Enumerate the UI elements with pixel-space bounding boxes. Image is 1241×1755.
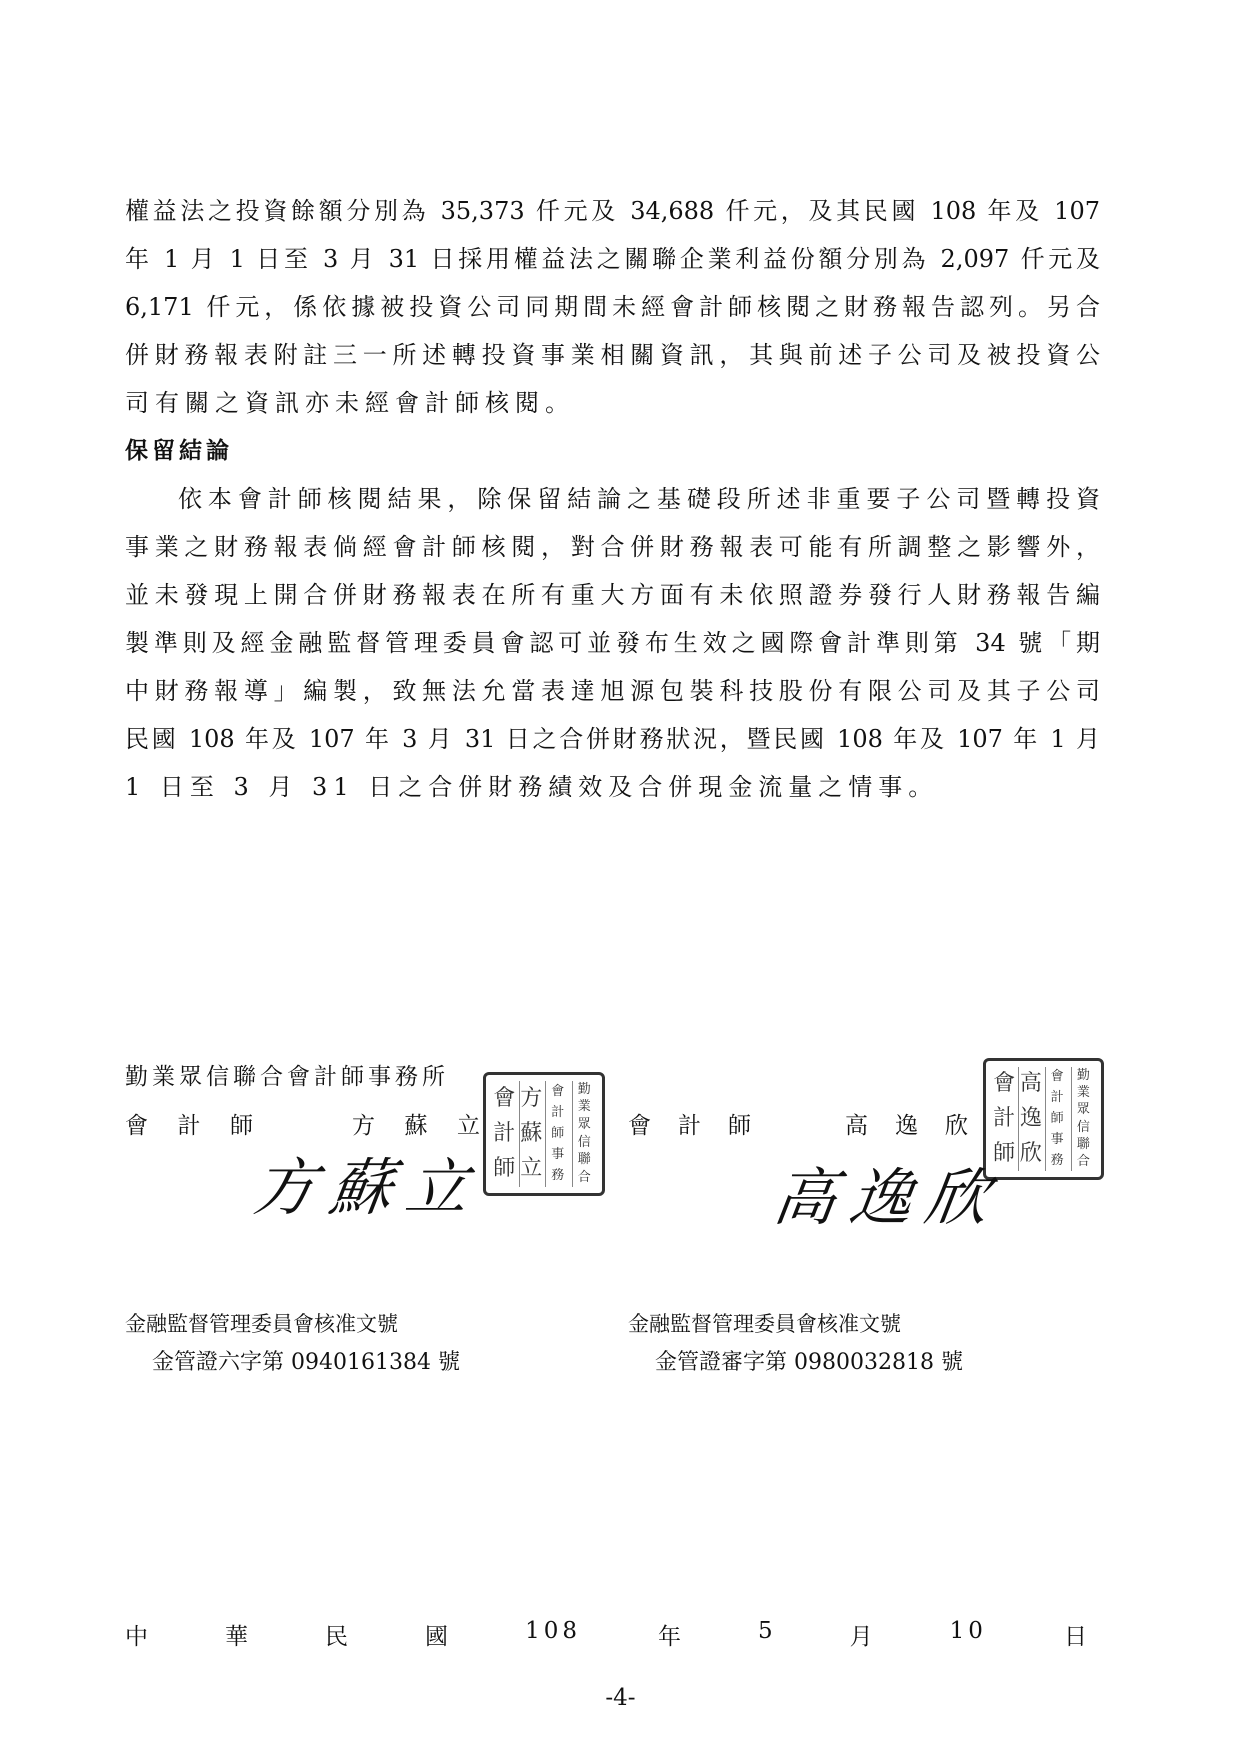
seal-column (1071, 1067, 1095, 1171)
seal-column (545, 1081, 570, 1187)
date-part: 民 (325, 1624, 349, 1650)
date-part: 日 (1063, 1624, 1087, 1650)
text-line: 民國 108 年及 107 年 3 月 31 日之合併財務狀況，暨民國 108 年及 107 年 1 月 (125, 725, 1100, 753)
seal-glyph: 方 (520, 1085, 543, 1111)
seal-glyph: 眾 (577, 1117, 591, 1133)
date-part: 年 (657, 1624, 681, 1650)
title-char: 會 (628, 1113, 651, 1139)
seal-glyph: 業 (1076, 1084, 1090, 1100)
seal-glyph: 勤 (577, 1081, 591, 1097)
date-part: 國 (425, 1624, 449, 1650)
name-char: 欣 (945, 1113, 968, 1139)
seal-glyph: 聯 (577, 1152, 591, 1168)
text-line: 依本會計師核閱結果，除保留結論之基礎段所述非重要子公司暨轉投資 (178, 485, 1100, 513)
text-line: 司有關之資訊亦未經會計師核閱。 (125, 389, 575, 417)
seal-column (572, 1081, 597, 1187)
auditor-2-approval-number: 金管證審字第 0980032818 號 (655, 1350, 963, 1375)
title-char: 計 (177, 1113, 201, 1139)
seal-column (492, 1081, 517, 1187)
seal-glyph: 欣 (1019, 1140, 1042, 1166)
seal-glyph: 會 (993, 1071, 1016, 1097)
seal-column (519, 1081, 544, 1187)
date-part: 月 (849, 1624, 873, 1650)
date-part: 10 (949, 1618, 987, 1644)
name-char: 方 (352, 1113, 375, 1139)
seal-column (1018, 1067, 1042, 1171)
seal-glyph: 師 (993, 1140, 1016, 1166)
name-char: 高 (845, 1113, 868, 1139)
title-char: 師 (728, 1113, 751, 1139)
text-line: 中財務報導」編製，致無法允當表達旭源包裝科技股份有限公司及其子公司 (125, 677, 1100, 705)
text-line: 製準則及經金融監督管理委員會認可並發布生效之國際會計準則第 34 號「期 (125, 629, 1100, 657)
text-line: 事業之財務報表倘經會計師核閱，對合併財務報表可能有所調整之影響外， (125, 533, 1100, 561)
seal-glyph: 勤 (1076, 1067, 1090, 1083)
seal-glyph: 師 (493, 1156, 516, 1182)
date-part: 華 (225, 1624, 249, 1650)
seal-glyph: 高 (1019, 1071, 1042, 1097)
text-line: 1 日至 3 月 31 日之合併財務績效及合併現金流量之情事。 (125, 773, 939, 801)
seal-glyph: 聯 (1076, 1136, 1090, 1152)
seal-glyph: 合 (1076, 1154, 1090, 1170)
page-number: -4- (605, 1685, 636, 1711)
date-part: 中 (125, 1624, 148, 1650)
auditor-2-approval-label: 金融監督管理委員會核准文號 (628, 1312, 901, 1336)
report-date (125, 1618, 1087, 1651)
seal-glyph: 信 (577, 1134, 591, 1150)
auditor-1-approval-number: 金管證六字第 0940161384 號 (152, 1350, 460, 1375)
seal-glyph: 會 (551, 1083, 565, 1099)
text-line: 併財務報表附註三一所述轉投資事業相關資訊，其與前述子公司及被投資公 (125, 341, 1100, 369)
auditor-1-signature: 方蘇立 (249, 1151, 488, 1224)
auditor-1-approval-label: 金融監督管理委員會核准文號 (125, 1312, 398, 1336)
name-char: 立 (457, 1113, 480, 1139)
seal-glyph: 合 (577, 1170, 591, 1186)
seal-glyph: 計 (1050, 1090, 1064, 1106)
seal-glyph: 會 (1050, 1069, 1064, 1085)
seal-glyph: 眾 (1076, 1102, 1090, 1118)
title-char: 師 (230, 1113, 253, 1139)
seal-glyph: 蘇 (520, 1120, 543, 1146)
auditor-1-seal (483, 1072, 605, 1196)
seal-glyph: 逸 (1019, 1105, 1042, 1131)
seal-glyph: 信 (1076, 1119, 1090, 1135)
text-line: 權益法之投資餘額分別為 35,373 仟元及 34,688 仟元，及其民國 108 年及 107 (125, 197, 1100, 225)
name-char: 蘇 (404, 1113, 428, 1139)
date-part: 5 (758, 1618, 773, 1644)
auditor-2-signature: 高逸欣 (769, 1161, 1008, 1234)
auditor-2-title-name (628, 1107, 968, 1140)
seal-glyph: 事 (1050, 1131, 1064, 1147)
text-line: 並未發現上開合併財務報表在所有重大方面有未依照證券發行人財務報告編 (125, 581, 1100, 609)
seal-glyph: 務 (1050, 1152, 1064, 1168)
text-line: 年 1 月 1 日至 3 月 31 日採用權益法之關聯企業利益份額分別為 2,097 仟元及 (125, 245, 1100, 273)
seal-glyph: 會 (493, 1085, 516, 1111)
seal-glyph: 事 (551, 1147, 565, 1163)
title-char: 計 (678, 1113, 701, 1139)
seal-glyph: 計 (551, 1104, 565, 1120)
seal-glyph: 立 (520, 1156, 543, 1182)
seal-glyph: 師 (551, 1125, 565, 1141)
title-char: 會 (125, 1113, 148, 1139)
text-line: 6,171 仟元，係依據被投資公司同期間未經會計師核閱之財務報告認列。另合 (125, 293, 1100, 321)
name-char: 逸 (895, 1113, 918, 1139)
auditor-1-title-name (125, 1107, 480, 1140)
seal-column (1045, 1067, 1069, 1171)
seal-glyph: 師 (1050, 1110, 1064, 1126)
seal-glyph: 務 (551, 1168, 565, 1184)
date-part: 108 (525, 1618, 581, 1644)
seal-glyph: 業 (577, 1099, 591, 1115)
firm-name: 勤業眾信聯合會計師事務所 (125, 1064, 449, 1090)
section-heading: 保留結論 (125, 437, 233, 464)
seal-glyph: 計 (493, 1120, 516, 1146)
seal-glyph: 計 (993, 1105, 1016, 1131)
